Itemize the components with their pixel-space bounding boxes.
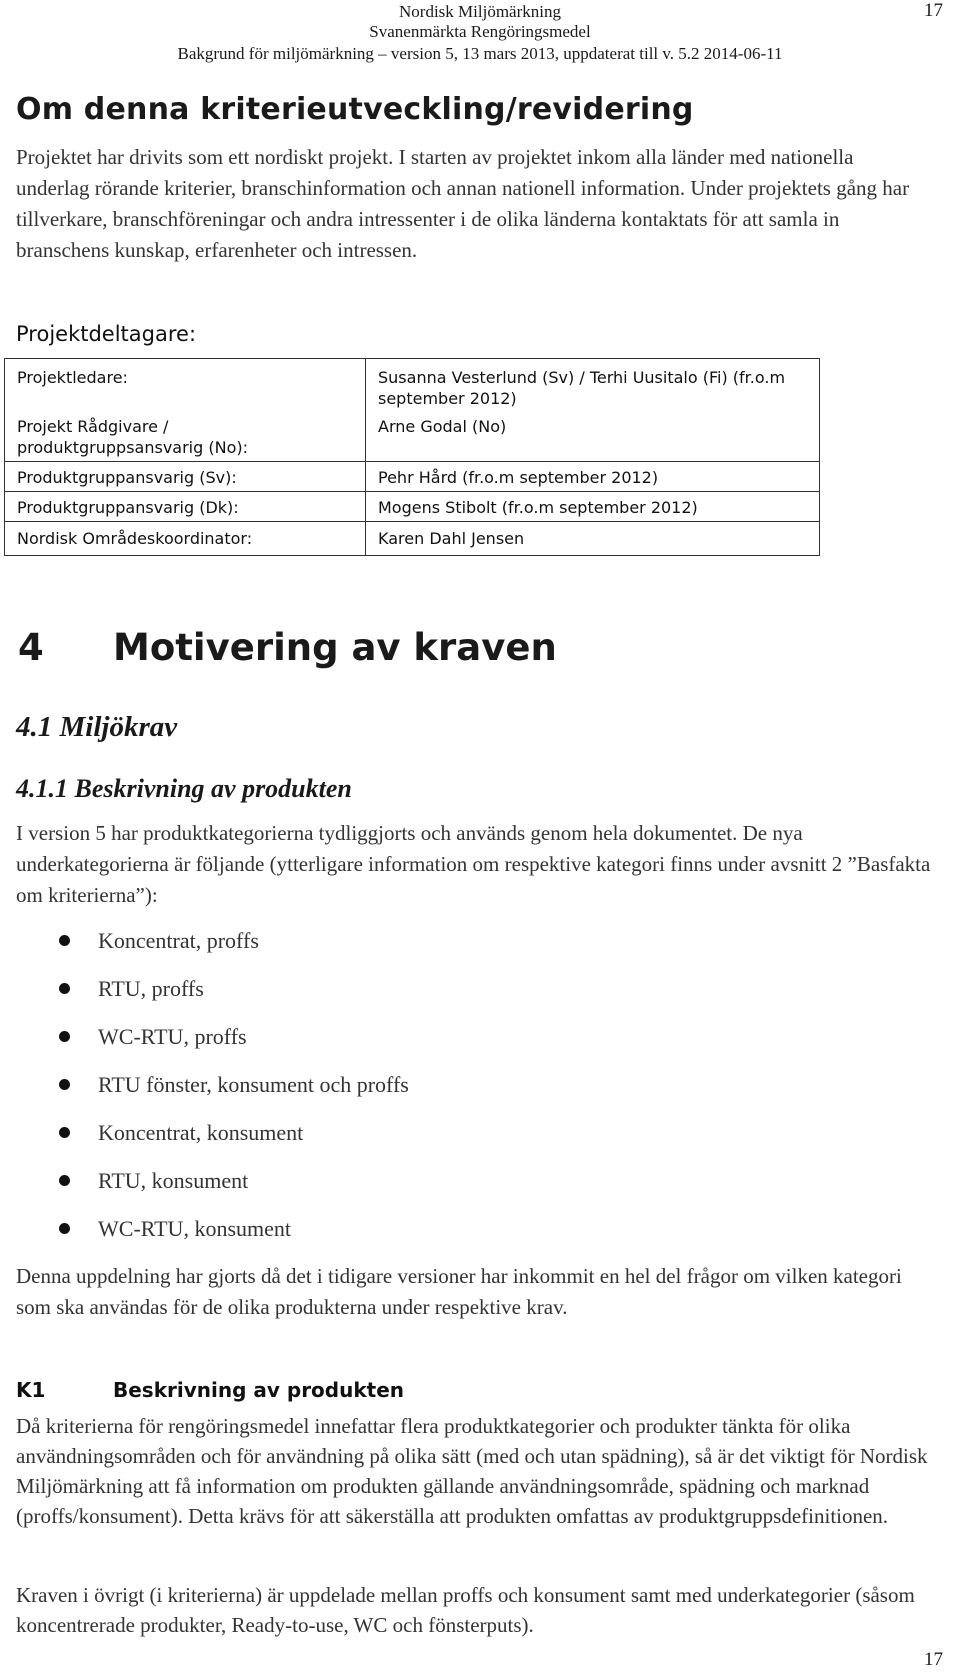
role-cell: Produktgruppansvarig (Dk):: [5, 492, 366, 522]
requirement-paragraph-2: Kraven i övrigt (i kriterierna) är uppdelade mellan proffs och konsument samt med underkategorier (såsom koncentrerade produkter, Ready-to-use, WC och fönsterputs).: [16, 1583, 915, 1637]
list-item-label: RTU, konsument: [98, 1168, 249, 1193]
header-version-line: Bakgrund för miljömärkning – version 5, 13 mars 2013, uppdaterat till v. 5.2 2014-06-11: [177, 44, 783, 63]
role-cell: Projekt Rådgivare / produktgruppsansvarig (No):: [5, 411, 366, 462]
bullet-icon: [59, 983, 70, 994]
person-cell: Susanna Vesterlund (Sv) / Terhi Uusitalo (Fi) (fr.o.m september 2012): [366, 359, 820, 412]
subsection-heading: 4.1 Miljökrav: [16, 711, 178, 743]
table-row: [5, 462, 820, 492]
list-item-label: RTU fönster, konsument och proffs: [98, 1072, 409, 1097]
bullet-icon: [59, 1175, 70, 1186]
table-row: [5, 522, 820, 556]
list-item: [0, 1069, 409, 1117]
list-item-label: WC-RTU, proffs: [98, 1024, 247, 1049]
section-number: 4: [18, 626, 44, 669]
after-list-paragraph: Denna uppdelning har gjorts då det i tidigare versioner har inkommit en hel del frågor om vilken kategori som ska användas för de olika produkterna under respektive krav.: [16, 1264, 902, 1319]
bullet-icon: [59, 935, 70, 946]
requirement-code: K1: [16, 1378, 46, 1402]
person-cell: Pehr Hård (fr.o.m september 2012): [366, 462, 820, 492]
bullet-icon: [59, 1127, 70, 1138]
bullet-icon: [59, 1031, 70, 1042]
list-item-label: RTU, proffs: [98, 976, 204, 1001]
intro-paragraph: I version 5 har produktkategorierna tydliggjorts och används genom hela dokumentet. De nya underkategorierna är följande (ytterligare information om respektive kategori finns under avsnitt 2 ”Basfakta om kriterierna”):: [16, 821, 931, 907]
requirement-title: Beskrivning av produkten: [113, 1378, 405, 1402]
person-cell: Karen Dahl Jensen: [366, 522, 820, 556]
page-number-top: 17: [924, 0, 943, 21]
category-list: [0, 925, 409, 1261]
bullet-icon: [59, 1079, 70, 1090]
list-item-label: Koncentrat, proffs: [98, 928, 259, 953]
list-item-label: WC-RTU, konsument: [98, 1216, 291, 1241]
table-row: [5, 359, 820, 412]
about-paragraph: Projektet har drivits som ett nordiskt projekt. I starten av projektet inkom alla länder med nationella underlag rörande kriterier, branschinformation och annan nationell information. Under projektets gång har tillverkare, branschföreningar och andra intressenter i de olika länderna kontaktats för att samla in branschens kunskap, erfarenheter och intressen.: [16, 145, 910, 262]
section-heading: [18, 626, 557, 669]
page-number-bottom: 17: [924, 1649, 943, 1670]
list-item: [0, 1021, 409, 1069]
person-cell: Mogens Stibolt (fr.o.m september 2012): [366, 492, 820, 522]
table-row: [5, 411, 820, 462]
list-item: [0, 973, 409, 1021]
list-item: [0, 1213, 409, 1261]
list-item-label: Koncentrat, konsument: [98, 1120, 304, 1145]
bullet-icon: [59, 1223, 70, 1234]
requirement-paragraph-1: Då kriterierna för rengöringsmedel innefattar flera produktkategorier och produkter tänkta för olika användningsområden och för användning på olika sätt (med och utan spädning), så är det viktigt för Nordisk Miljömärkning att få information om produkten gällande användningsområde, spädning och marknad (proffs/konsument). Detta krävs för att säkerställa att produkten omfattas av produktgruppsdefinitionen.: [16, 1414, 928, 1528]
section-title: Motivering av kraven: [113, 626, 557, 669]
table-row: [5, 492, 820, 522]
list-item: [0, 1165, 409, 1213]
list-item: [0, 1117, 409, 1165]
role-cell: Projektledare:: [5, 359, 366, 412]
about-heading: Om denna kriterieutveckling/revidering: [16, 92, 694, 127]
requirement-heading: [16, 1378, 404, 1402]
participants-table: [4, 358, 820, 556]
subsubsection-heading: 4.1.1 Beskrivning av produkten: [16, 774, 352, 803]
header-document-title: Svanenmärkta Rengöringsmedel: [369, 22, 591, 41]
list-item: [0, 925, 409, 973]
role-cell: Nordisk Områdeskoordinator:: [5, 522, 366, 556]
role-cell: Produktgruppansvarig (Sv):: [5, 462, 366, 492]
participants-heading: Projektdeltagare:: [16, 322, 197, 346]
person-cell: Arne Godal (No): [366, 411, 820, 462]
header-organization: Nordisk Miljömärkning: [399, 2, 561, 21]
